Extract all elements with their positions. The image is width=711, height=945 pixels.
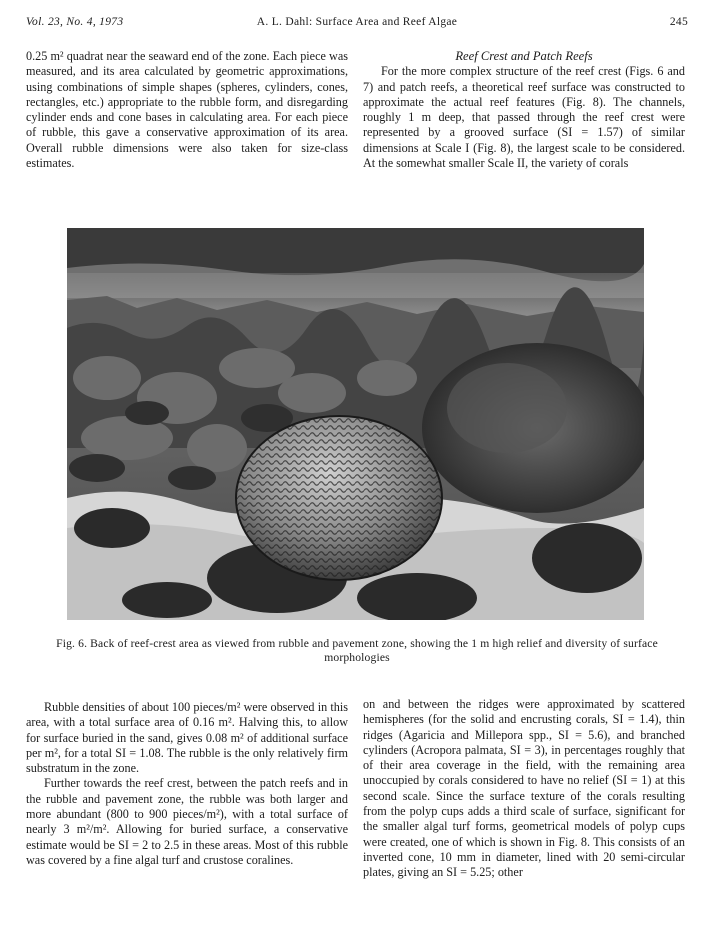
bottom-left-column [26, 700, 348, 868]
top-left-column [26, 49, 348, 171]
figure-caption: Fig. 6. Back of reef-crest area as viewed from rubble and pavement zone, showing the 1 m high relief and diversity of surface morphologies [56, 637, 658, 664]
paragraph-reef-crest: For the more complex structure of the reef crest (Figs. 6 and 7) and patch reefs, a theoretical reef surface was constructed to approximate the actual reef features (Fig. 8). The channels, roughly 1 m deep, that passed through the reef crest were represented by a grooved surface (SI = 1.57) of similar dimensions at Scale I (Fig. 8), the largest scale to be considered. At the somewhat smaller Scale II, the variety of corals [363, 64, 685, 171]
bottom-right-column [363, 697, 685, 881]
top-right-column [363, 49, 685, 171]
page-number: 245 [669, 16, 688, 28]
journal-volume: Vol. 23, No. 4, 1973 [26, 16, 124, 28]
paragraph-rubble-measurement: 0.25 m² quadrat near the seaward end of the zone. Each piece was measured, and its area calculated by geometric approximations, using combinations of simple shapes (spheres, cylinders, cones, rectangles, etc.) appropriate to the rubble form, and disregarding cylinder ends and cone bases in calculating area. For each piece of rubble, this gave a conservative approximation of its area. Overall rubble dimensions were also taken for size-class estimates. [26, 49, 348, 171]
paragraph-coral-models: on and between the ridges were approximated by scattered hemispheres (for the solid and encrusting corals, SI = 1.4), thin ridges (Agaricia and Millepora spp., SI = 5.6), and branched cylinders (Acropora palmata, SI = 3), in percentages roughly that of their area coverage in the field, with the remaining area unoccupied by corals considered to have no relief (SI = 1) at this second scale. Since the surface texture of the corals resulting from the polyp cups adds a third scale of surface, significant for the smaller algal turf forms, geometrical models of polyp cups were created, one of which is shown in Fig. 8. This consists of an inverted cone, 10 mm in diameter, lined with 20 semi-circular plates, giving an SI = 5.25; other [363, 697, 685, 880]
running-header [26, 16, 688, 34]
reef-crest-photograph [67, 228, 644, 620]
paragraph-rubble-densities: Rubble densities of about 100 pieces/m² were observed in this area, with a total surface area of 0.16 m². Halving this, to allow for surface buried in the sand, gives 0.08 m² of additional surface per m², for a total SI = 1.08. The rubble is the only relatively firm substratum in the zone. [26, 700, 348, 776]
running-title: A. L. Dahl: Surface Area and Reef Algae [256, 16, 458, 28]
section-heading-reef-crest: Reef Crest and Patch Reefs [455, 49, 593, 63]
paragraph-rubble-pavement-zone: Further towards the reef crest, between the patch reefs and in the rubble and pavement zone, the rubble was both larger and more abundant (800 to 900 pieces/m²), with a total surface of nearly 3 m²/m². Allowing for buried surface, a conservative estimate would be SI = 2 to 2.5 in these areas. Most of this rubble was covered by a fine algal turf and crustose coralines. [26, 776, 348, 867]
